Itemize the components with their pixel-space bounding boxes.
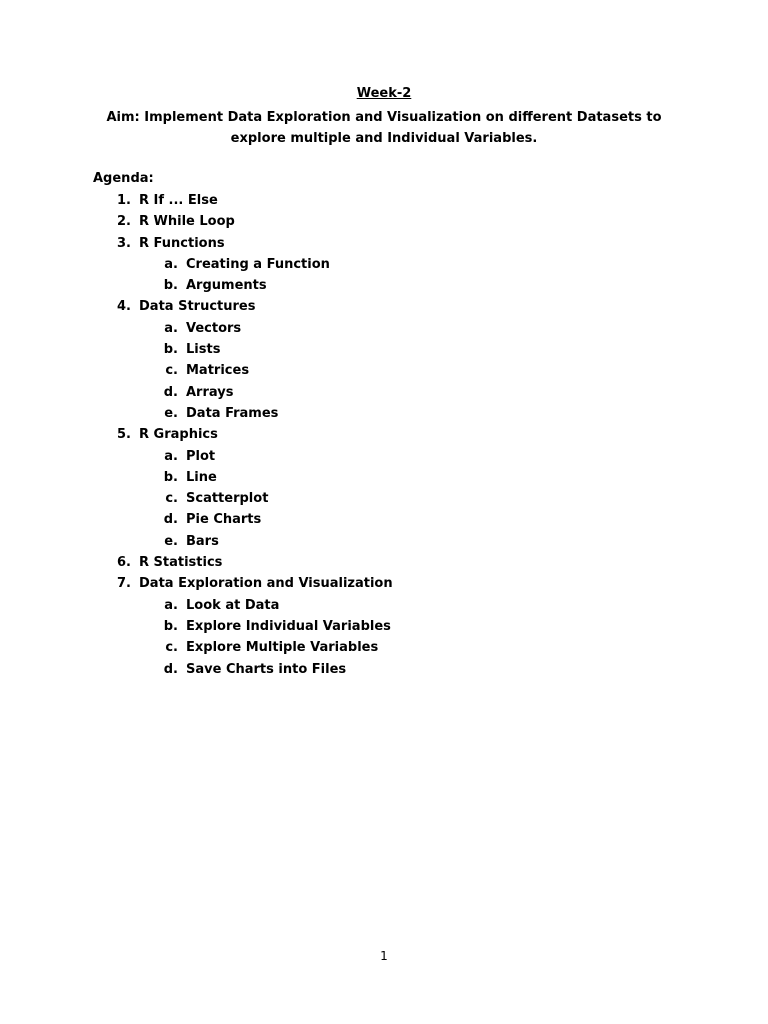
agenda-item [0, 296, 768, 317]
list-item-text: Plot [186, 448, 216, 464]
document-title: Week-2 [356, 86, 412, 101]
agenda-subitem [0, 446, 768, 467]
agenda-item [0, 211, 768, 232]
list-marker: d. [163, 512, 178, 528]
list-marker: 7. [117, 576, 131, 592]
list-marker: a. [164, 448, 178, 464]
list-marker: c. [165, 363, 178, 379]
list-marker: b. [163, 469, 178, 485]
list-marker: 3. [117, 235, 131, 251]
list-item-text: R If ... Else [139, 193, 218, 208]
list-marker: b. [163, 618, 178, 634]
list-item-text: Matrices [186, 363, 250, 379]
agenda-item [0, 190, 768, 211]
agenda-item [0, 552, 768, 573]
agenda-subitem [0, 637, 768, 658]
aim-line-1: Aim: Implement Data Exploration and Visualization on different Datasets to [106, 110, 662, 125]
list-item-text: Save Charts into Files [186, 661, 347, 677]
list-item-text: Vectors [186, 320, 242, 336]
agenda-label: Agenda: [93, 171, 154, 186]
list-marker: 2. [117, 214, 131, 230]
agenda-item [0, 573, 768, 594]
list-marker: c. [165, 640, 178, 656]
list-item-text: Explore Multiple Variables [186, 640, 379, 656]
list-item-text: Lists [186, 342, 221, 358]
agenda-subitem [0, 254, 768, 275]
agenda-subitem [0, 339, 768, 360]
agenda-subitem [0, 318, 768, 339]
agenda-subitem [0, 595, 768, 616]
list-marker: e. [164, 533, 178, 549]
list-item-text: Explore Individual Variables [186, 618, 391, 634]
list-item-text: R Functions [139, 235, 225, 251]
list-marker: c. [165, 491, 178, 507]
agenda-item [0, 424, 768, 445]
agenda-subitem [0, 403, 768, 424]
list-marker: 1. [117, 193, 131, 208]
list-item-text: R While Loop [139, 214, 235, 230]
agenda-subitem [0, 467, 768, 488]
list-marker: a. [164, 597, 178, 613]
page-number: 1 [380, 949, 388, 963]
agenda-list [0, 190, 768, 680]
agenda-subitem [0, 488, 768, 509]
list-item-text: Pie Charts [186, 512, 262, 528]
list-item-text: R Statistics [139, 555, 223, 571]
agenda-item [0, 233, 768, 254]
list-item-text: Line [186, 469, 217, 485]
agenda-subitem [0, 275, 768, 296]
list-item-text: Data Frames [186, 405, 279, 421]
list-item-text: Bars [186, 533, 219, 549]
list-marker: 4. [117, 299, 131, 315]
aim-statement [84, 107, 684, 149]
list-item-text: R Graphics [139, 427, 218, 443]
agenda-subitem [0, 509, 768, 530]
list-item-text: Look at Data [186, 597, 280, 613]
list-marker: b. [163, 342, 178, 358]
list-marker: d. [163, 384, 178, 400]
list-marker: a. [164, 256, 178, 272]
agenda-subitem [0, 616, 768, 637]
agenda-subitem [0, 360, 768, 381]
aim-line-2: explore multiple and Individual Variables. [230, 131, 538, 146]
list-marker: d. [163, 661, 178, 677]
list-item-text: Arguments [186, 278, 267, 294]
list-item-text: Scatterplot [186, 491, 269, 507]
list-marker: b. [163, 278, 178, 294]
agenda-subitem [0, 659, 768, 680]
agenda-subitem [0, 382, 768, 403]
list-item-text: Data Structures [139, 299, 256, 315]
list-item-text: Creating a Function [186, 256, 330, 272]
list-item-text: Data Exploration and Visualization [139, 576, 393, 592]
list-marker: a. [164, 320, 178, 336]
list-marker: 6. [117, 555, 131, 571]
agenda-subitem [0, 531, 768, 552]
list-item-text: Arrays [186, 384, 234, 400]
list-marker: e. [164, 405, 178, 421]
list-marker: 5. [117, 427, 131, 443]
